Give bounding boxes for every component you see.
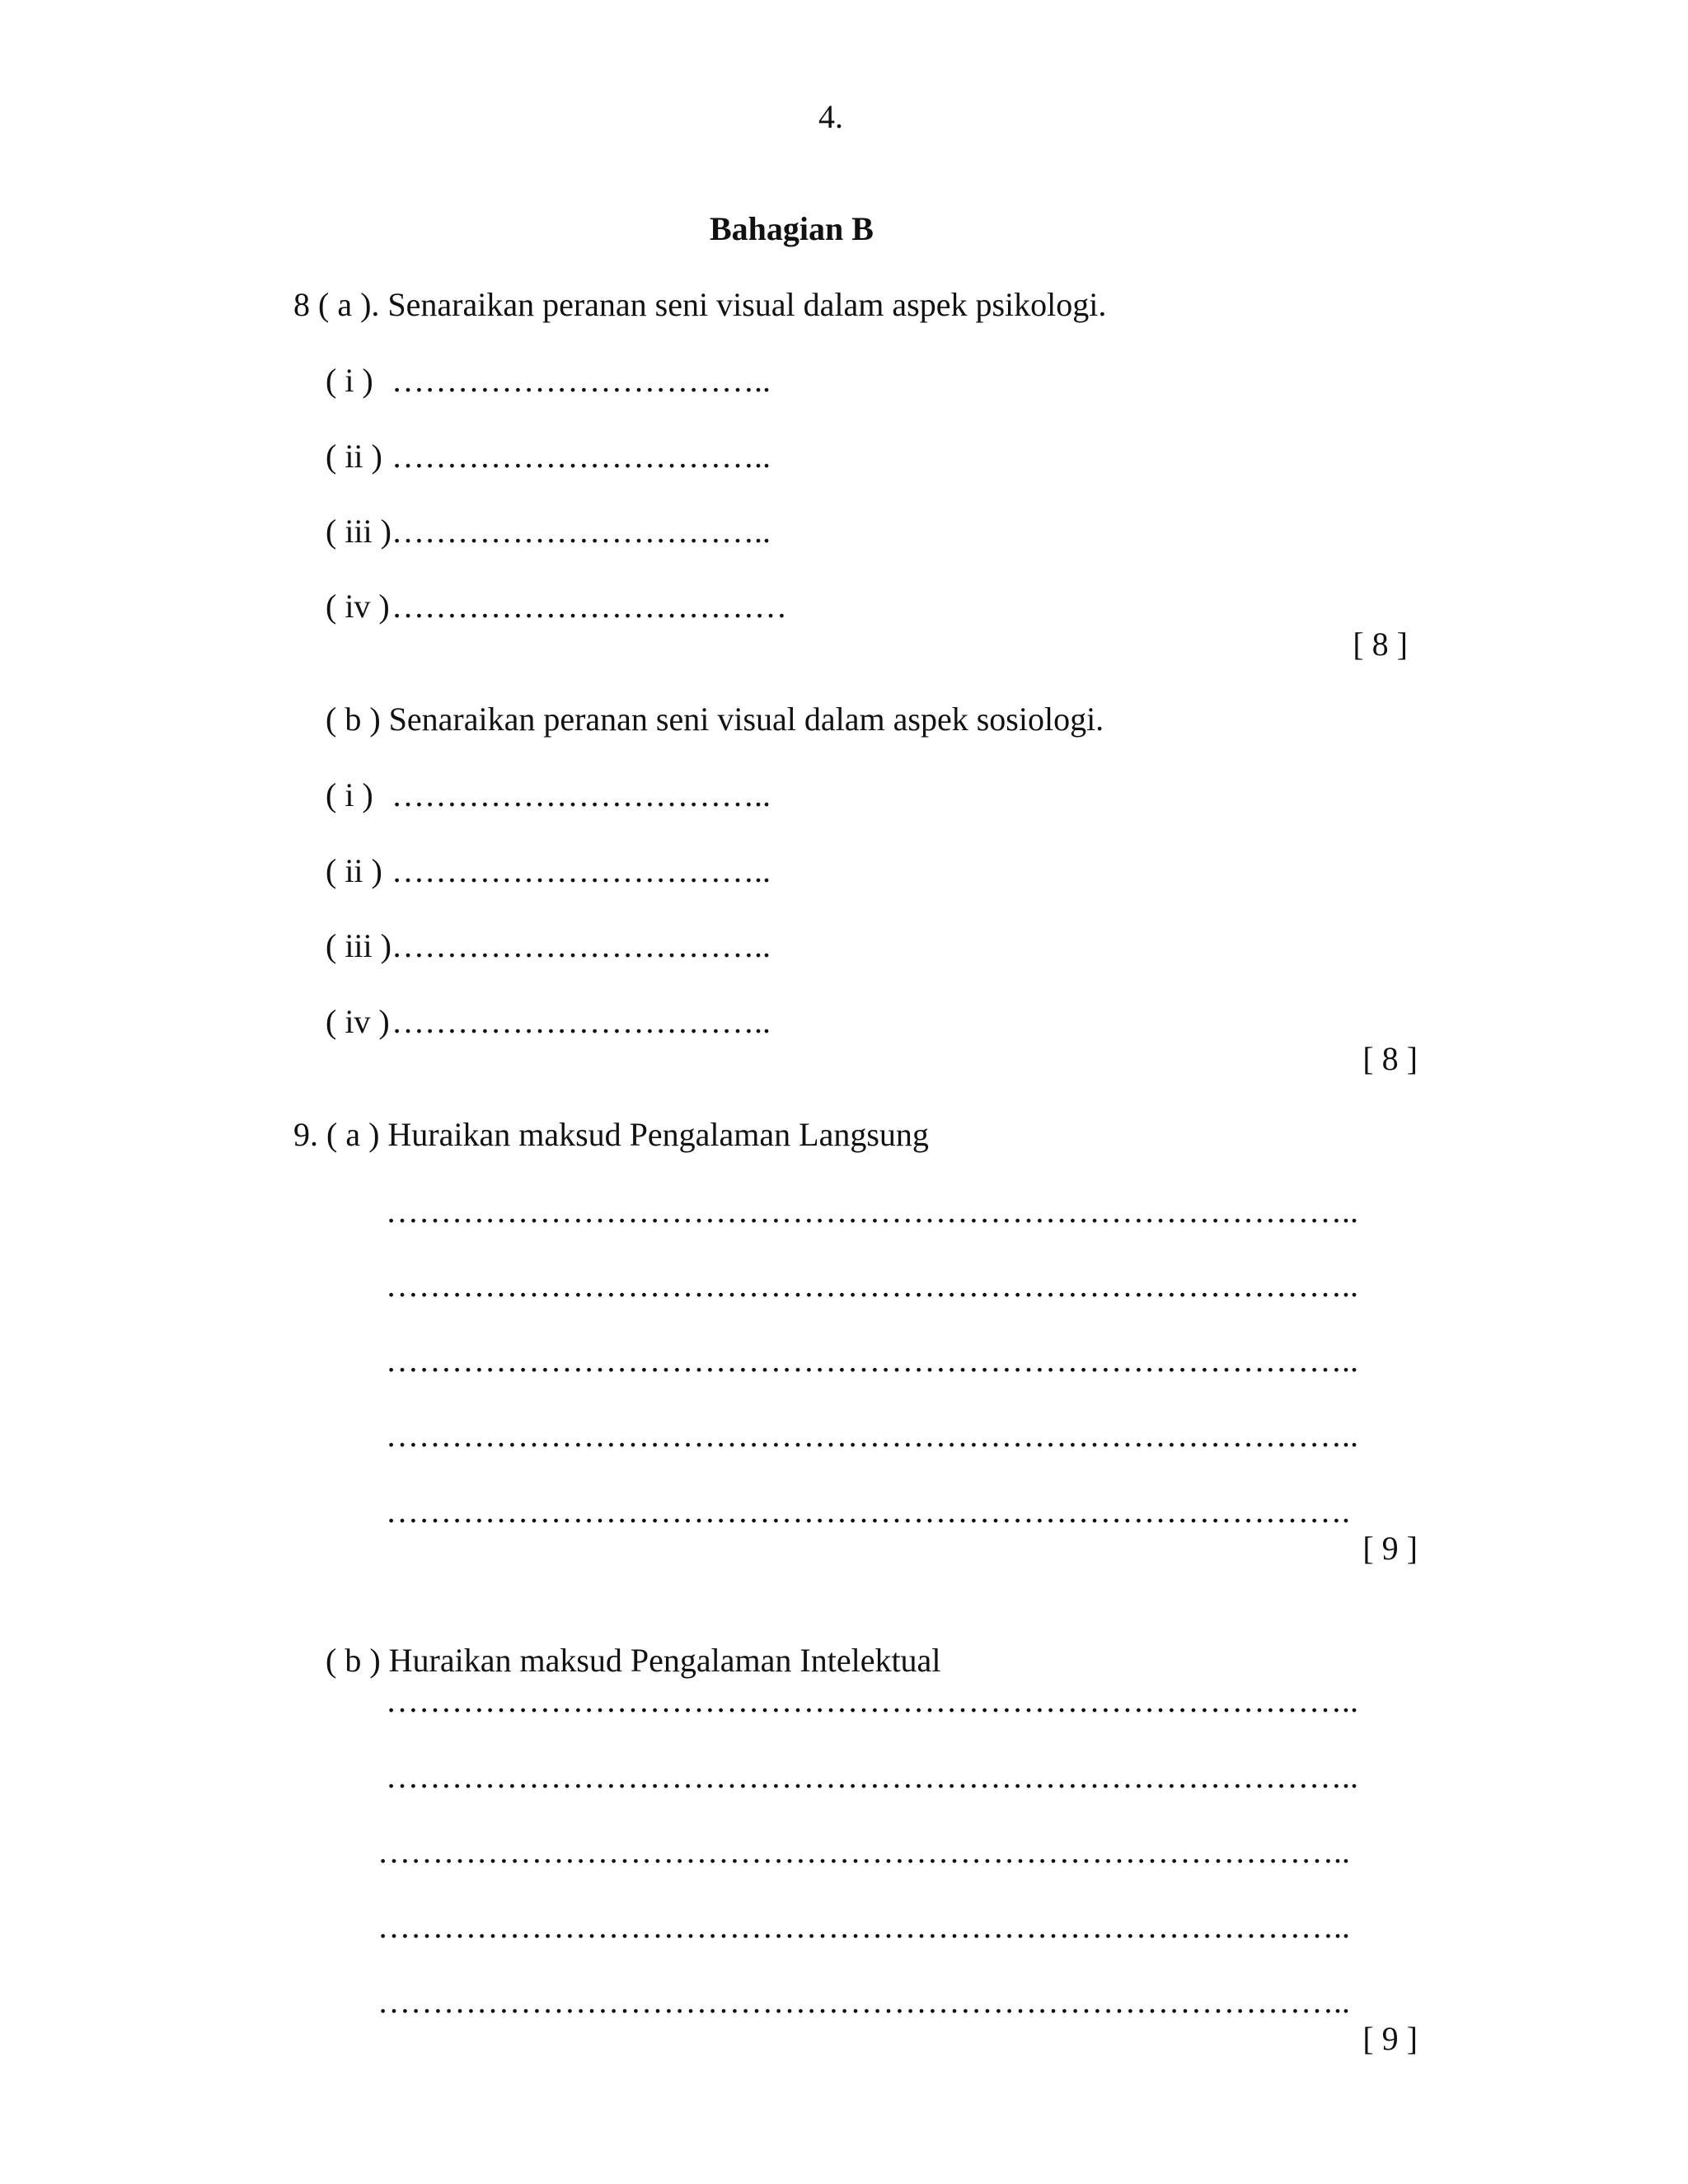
answer-line[interactable]: …………………………………………………………………………….. bbox=[377, 1833, 1350, 1870]
answer-label: ( ii ) bbox=[326, 438, 382, 475]
answer-label: ( iii ) bbox=[326, 927, 392, 964]
question-8b-marks: [ 8 ] bbox=[1362, 1040, 1418, 1077]
answer-line[interactable]: …………………………………………………………………………….. bbox=[377, 1908, 1350, 1945]
answer-label: ( iii ) bbox=[326, 513, 392, 550]
answer-label: ( i ) bbox=[326, 362, 373, 399]
answer-line[interactable]: …………………………………………………………………………….. bbox=[386, 1342, 1358, 1379]
answer-line[interactable]: …………………………………………………………………………….. bbox=[386, 1417, 1358, 1454]
question-9b-marks: [ 9 ] bbox=[1362, 2020, 1418, 2057]
question-8a-prompt: 8 ( a ). Senaraikan peranan seni visual dalam aspek psikologi. bbox=[293, 286, 1107, 323]
question-9a-prompt: 9. ( a ) Huraikan maksud Pengalaman Langsung bbox=[293, 1116, 929, 1153]
answer-line[interactable]: …………………………….. bbox=[392, 513, 771, 550]
answer-line[interactable]: …………………………….. bbox=[392, 438, 771, 475]
question-8b-prompt: ( b ) Senaraikan peranan seni visual dalam aspek sosiologi. bbox=[326, 701, 1104, 738]
answer-label: ( iv ) bbox=[326, 1003, 390, 1040]
answer-label: ( iv ) bbox=[326, 588, 390, 625]
answer-line[interactable]: …………………………….. bbox=[392, 1003, 771, 1040]
question-9b-prompt: ( b ) Huraikan maksud Pengalaman Intelektual bbox=[326, 1642, 941, 1679]
answer-line[interactable]: …………………………….. bbox=[392, 927, 771, 964]
answer-line[interactable]: …………………………………………………………………………….. bbox=[386, 1682, 1358, 1719]
answer-line[interactable]: …………………………………………………………………………….. bbox=[377, 1983, 1350, 2020]
answer-line[interactable]: …………………………….. bbox=[392, 852, 771, 889]
answer-line[interactable]: …………………………………………………………………………….. bbox=[386, 1267, 1358, 1304]
answer-line[interactable]: …………………………………………………………………………….. bbox=[386, 1758, 1358, 1795]
section-title: Bahagian B bbox=[710, 210, 874, 247]
answer-line[interactable]: ……………………………… bbox=[392, 588, 787, 625]
answer-line[interactable]: …………………………….. bbox=[392, 362, 771, 399]
answer-label: ( ii ) bbox=[326, 852, 382, 889]
page-number: 4. bbox=[818, 98, 843, 135]
answer-line[interactable]: …………………………….. bbox=[392, 776, 771, 813]
answer-label: ( i ) bbox=[326, 776, 373, 813]
answer-line[interactable]: …………………………………………………………………………….. bbox=[386, 1193, 1358, 1230]
answer-line[interactable]: ……………………………………………………………………………. bbox=[386, 1493, 1350, 1530]
question-8a-marks: [ 8 ] bbox=[1353, 626, 1408, 663]
question-9a-marks: [ 9 ] bbox=[1362, 1530, 1418, 1567]
